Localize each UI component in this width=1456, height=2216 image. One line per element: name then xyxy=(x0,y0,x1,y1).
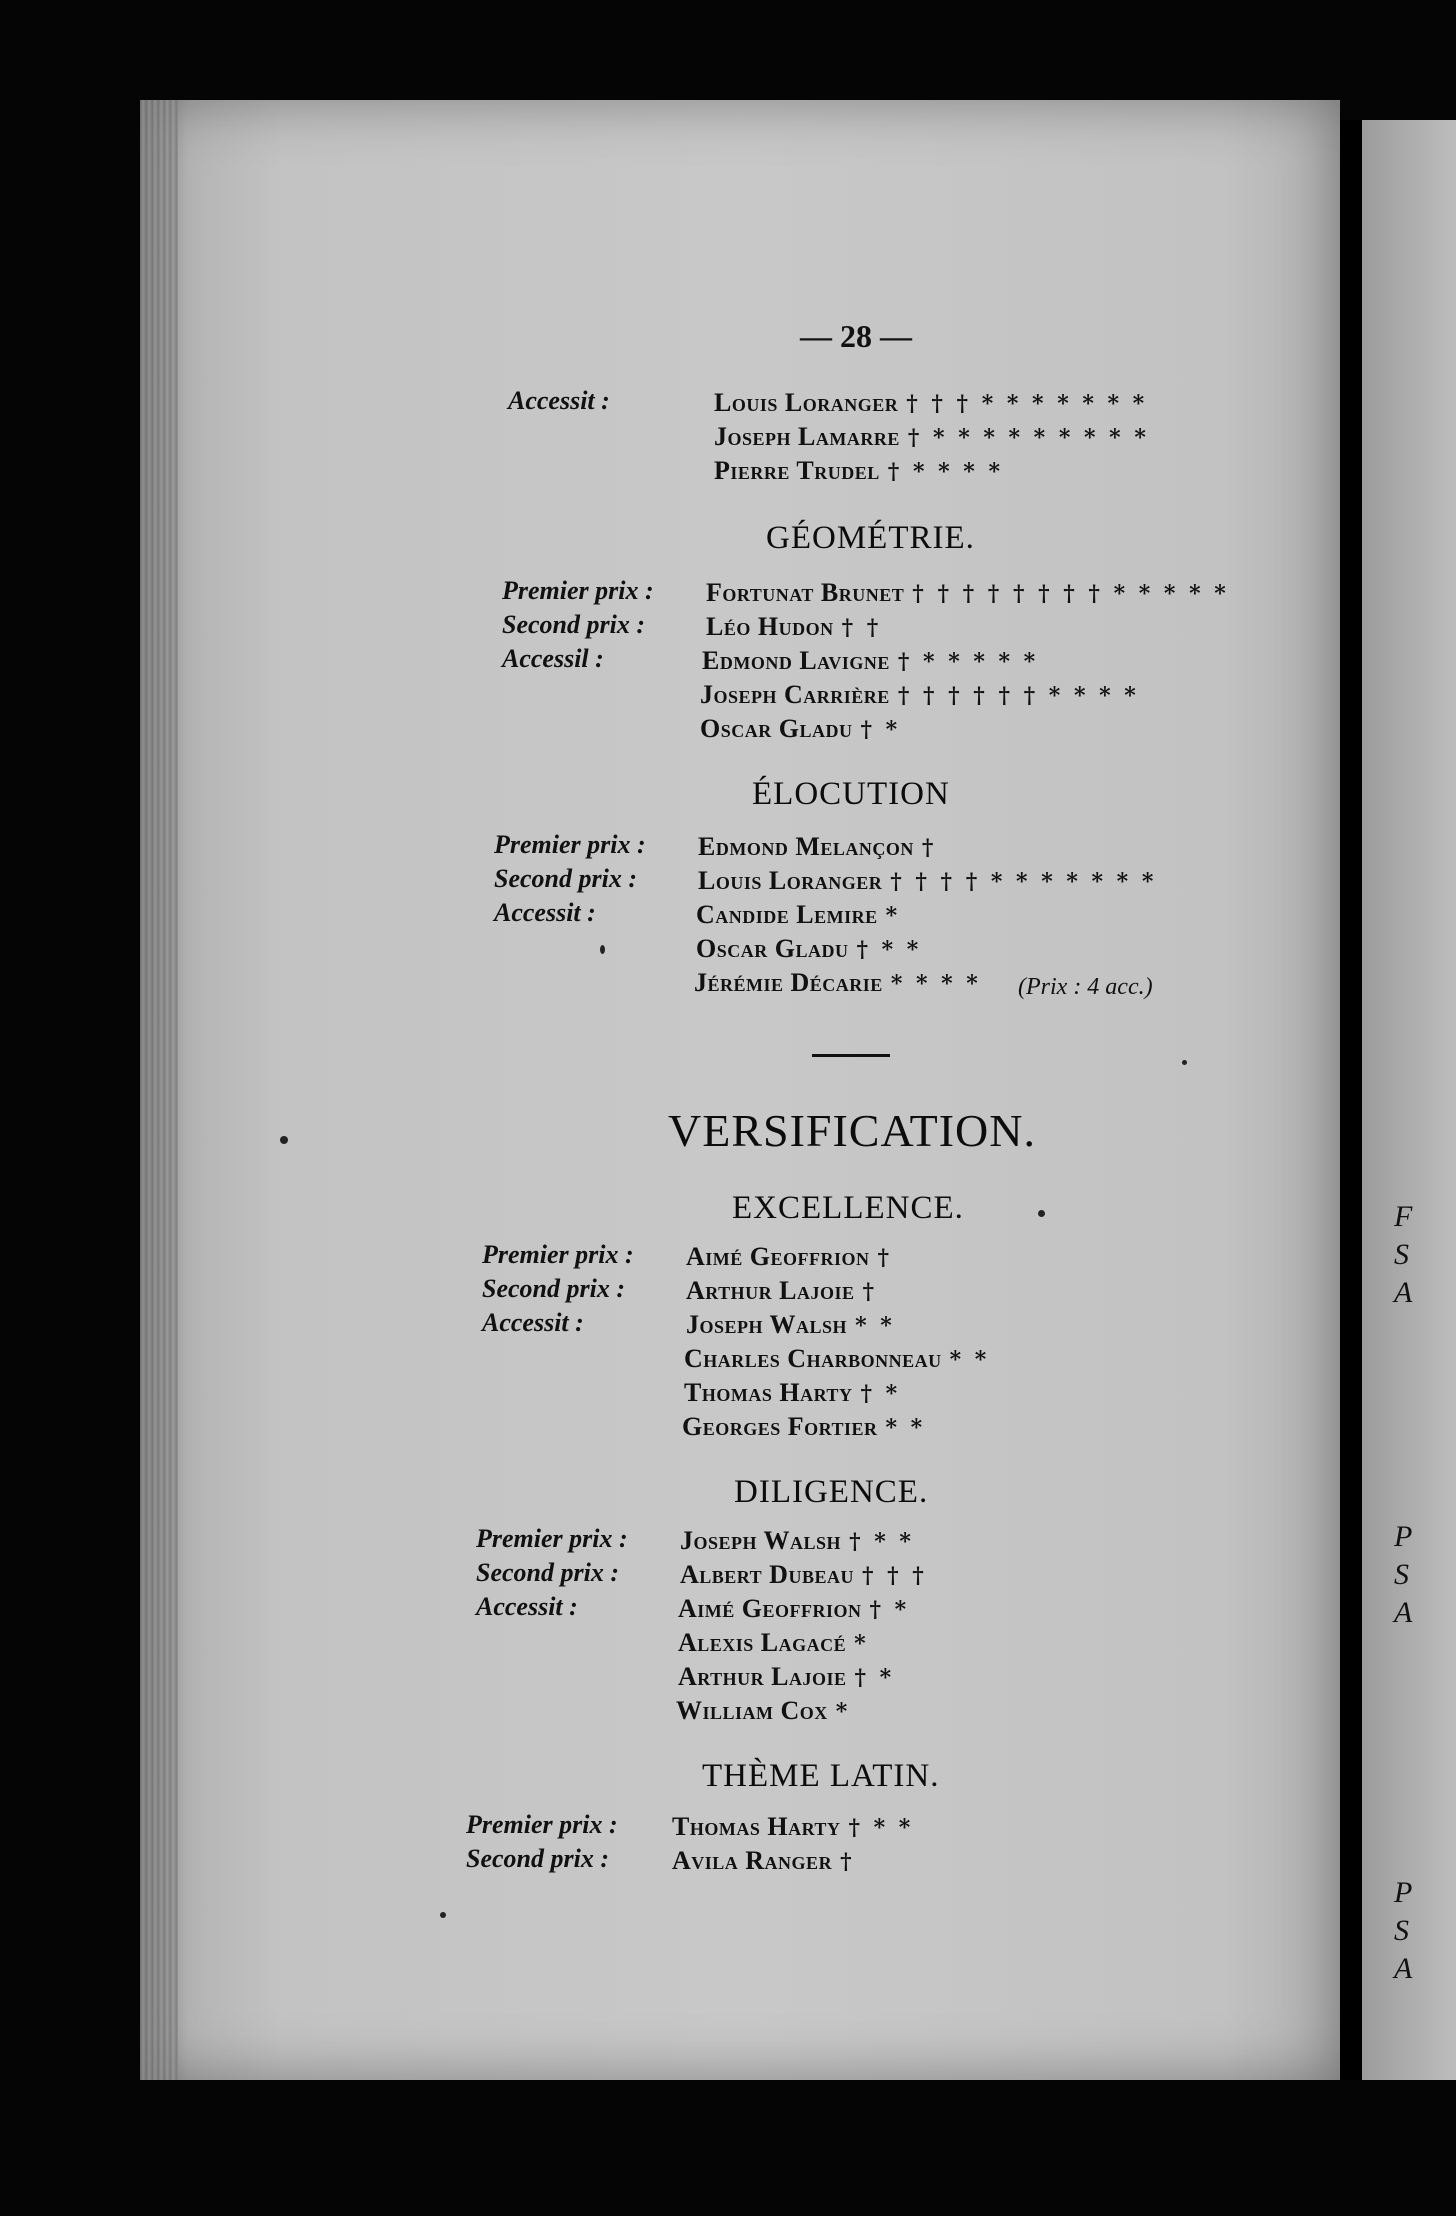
award-label: Accessit : xyxy=(476,1592,578,1621)
section-heading: THÈME LATIN. xyxy=(702,1758,940,1794)
laureate-name: Georges Fortier * * xyxy=(682,1412,926,1441)
facing-page-letter: S xyxy=(1394,1238,1409,1271)
distinction-marks: † * * * * xyxy=(887,459,1003,485)
award-label: Premier prix : xyxy=(502,576,654,605)
laureate-name: Joseph Walsh * * xyxy=(686,1310,895,1339)
laureate-name: Joseph Walsh † * * xyxy=(680,1526,914,1555)
laureate-name: Avila Ranger † xyxy=(672,1846,855,1875)
laureate-name: Louis Loranger † † † † * * * * * * * xyxy=(698,866,1157,895)
award-row xyxy=(494,932,1274,966)
laureate-name: Aimé Geoffrion † * xyxy=(678,1594,910,1623)
facing-page-letter: S xyxy=(1394,1914,1409,1947)
laureate-name: Albert Dubeau † † † xyxy=(680,1560,927,1589)
award-row xyxy=(482,1240,1262,1274)
distinction-marks: † * * * * * * * * * xyxy=(907,425,1149,451)
laureate-name: Candide Lemire * xyxy=(696,900,901,929)
award-row xyxy=(482,1410,1262,1444)
distinction-marks: † xyxy=(840,1849,855,1875)
laureate-name: Oscar Gladu † * * xyxy=(696,934,922,963)
distinction-marks: * xyxy=(835,1699,851,1725)
laureate-name: Edmond Lavigne † * * * * * xyxy=(702,646,1039,675)
award-row xyxy=(466,1810,1246,1844)
distinction-marks: † xyxy=(862,1279,878,1305)
laureate-name: Thomas Harty † * * xyxy=(672,1812,914,1841)
laureate-name: Fortunat Brunet † † † † † † † † * * * * * xyxy=(706,578,1229,607)
award-row xyxy=(508,386,1268,420)
major-heading: VERSIFICATION. xyxy=(668,1105,1036,1156)
award-row xyxy=(476,1524,1256,1558)
laureate-name: Arthur Lajoie † * xyxy=(678,1662,895,1691)
award-row xyxy=(476,1626,1256,1660)
laureate-name: Joseph Carrière † † † † † † * * * * xyxy=(700,680,1139,709)
award-label: Accessit : xyxy=(482,1308,584,1337)
facing-page-letter: F xyxy=(1394,1200,1413,1233)
distinction-marks: † * xyxy=(854,1665,895,1691)
distinction-marks: † * * * * * xyxy=(897,649,1039,675)
award-row xyxy=(494,864,1274,898)
award-row xyxy=(482,1274,1262,1308)
distinction-marks: * * xyxy=(949,1347,990,1373)
facing-page-letter: P xyxy=(1394,1520,1413,1553)
award-label: Premier prix : xyxy=(494,830,646,859)
facing-page-letter: P xyxy=(1394,1876,1413,1909)
award-label: Second prix : xyxy=(502,610,645,639)
paper-speck xyxy=(1038,1210,1045,1217)
facing-page-fragment xyxy=(1362,120,1456,2080)
paper-speck xyxy=(440,1912,446,1918)
section-heading: GÉOMÉTRIE. xyxy=(766,520,975,556)
distinction-marks: † * xyxy=(869,1597,910,1623)
laureate-name: Louis Loranger † † † * * * * * * * xyxy=(714,388,1148,417)
distinction-marks: * * xyxy=(855,1313,895,1339)
section-divider xyxy=(812,1054,890,1057)
laureate-name: Thomas Harty † * xyxy=(684,1378,901,1407)
award-row xyxy=(494,898,1274,932)
paper-speck xyxy=(280,1136,288,1144)
award-row xyxy=(502,576,1282,610)
laureate-name: Charles Charbonneau * * xyxy=(684,1344,990,1373)
award-label: Accessit : xyxy=(508,386,610,415)
award-row xyxy=(502,610,1282,644)
award-label: Second prix : xyxy=(482,1274,625,1303)
award-label: Second prix : xyxy=(476,1558,619,1587)
distinction-marks: † † xyxy=(841,615,882,641)
distinction-marks: † † † † † † † † * * * * * xyxy=(912,581,1229,607)
section-heading: EXCELLENCE. xyxy=(732,1190,964,1226)
facing-page-letter: A xyxy=(1394,1276,1413,1309)
distinction-marks: † † † † * * * * * * * xyxy=(890,869,1157,895)
award-row xyxy=(502,678,1282,712)
award-row xyxy=(502,644,1282,678)
distinction-marks: † † † xyxy=(861,1563,927,1589)
award-label: Second prix : xyxy=(494,864,637,893)
distinction-marks: * xyxy=(854,1631,869,1657)
page-number: — 28 — xyxy=(800,318,912,354)
award-row xyxy=(466,1844,1246,1878)
laureate-name: William Cox * xyxy=(676,1696,851,1725)
laureate-name: Aimé Geoffrion † xyxy=(686,1242,893,1271)
distinction-marks: * xyxy=(885,903,901,929)
section-heading: DILIGENCE. xyxy=(734,1474,929,1510)
laureate-name: Oscar Gladu † * xyxy=(700,714,901,743)
award-label: Premier prix : xyxy=(482,1240,634,1269)
award-row xyxy=(508,454,1268,488)
laureate-name: Jérémie Décarie * * * * xyxy=(694,968,981,997)
paper-speck xyxy=(600,945,605,954)
distinction-marks: † † † † † † * * * * xyxy=(897,683,1139,709)
distinction-marks: † * xyxy=(860,717,901,743)
distinction-marks: † * * xyxy=(848,1815,914,1841)
award-label: Accessil : xyxy=(502,644,604,673)
award-label: Premier prix : xyxy=(476,1524,628,1553)
laureate-name: Pierre Trudel † * * * * xyxy=(714,456,1003,485)
distinction-marks: † * * xyxy=(856,937,922,963)
page-edge-shadow xyxy=(140,100,178,2080)
laureate-name: Alexis Lagacé * xyxy=(678,1628,869,1657)
distinction-marks: † † † * * * * * * * xyxy=(906,391,1148,417)
prize-note: (Prix : 4 acc.) xyxy=(1018,974,1153,1000)
award-row xyxy=(502,712,1282,746)
award-row xyxy=(476,1660,1256,1694)
facing-page-letter: A xyxy=(1394,1952,1413,1985)
award-row xyxy=(476,1694,1256,1728)
distinction-marks: † xyxy=(921,835,937,861)
award-row xyxy=(494,966,1274,1000)
laureate-name: Joseph Lamarre † * * * * * * * * * xyxy=(714,422,1149,451)
distinction-marks: † xyxy=(877,1245,893,1271)
award-row xyxy=(482,1308,1262,1342)
laureate-name: Edmond Melançon † xyxy=(698,832,937,861)
distinction-marks: * * * * xyxy=(890,971,981,997)
award-label: Accessit : xyxy=(494,898,596,927)
award-row xyxy=(476,1558,1256,1592)
laureate-name: Léo Hudon † † xyxy=(706,612,882,641)
award-label: Second prix : xyxy=(466,1844,609,1873)
section-heading: ÉLOCUTION xyxy=(752,776,950,812)
award-row xyxy=(482,1376,1262,1410)
book-gutter xyxy=(1340,120,1362,2080)
award-row xyxy=(508,420,1268,454)
facing-page-letter: A xyxy=(1394,1596,1413,1629)
paper-speck xyxy=(1182,1060,1187,1065)
award-row xyxy=(476,1592,1256,1626)
laureate-name: Arthur Lajoie † xyxy=(686,1276,878,1305)
award-row xyxy=(482,1342,1262,1376)
award-row xyxy=(494,830,1274,864)
distinction-marks: † * * xyxy=(849,1529,914,1555)
award-label: Premier prix : xyxy=(466,1810,618,1839)
distinction-marks: † * xyxy=(860,1381,901,1407)
facing-page-letter: S xyxy=(1394,1558,1409,1591)
distinction-marks: * * xyxy=(885,1415,926,1441)
